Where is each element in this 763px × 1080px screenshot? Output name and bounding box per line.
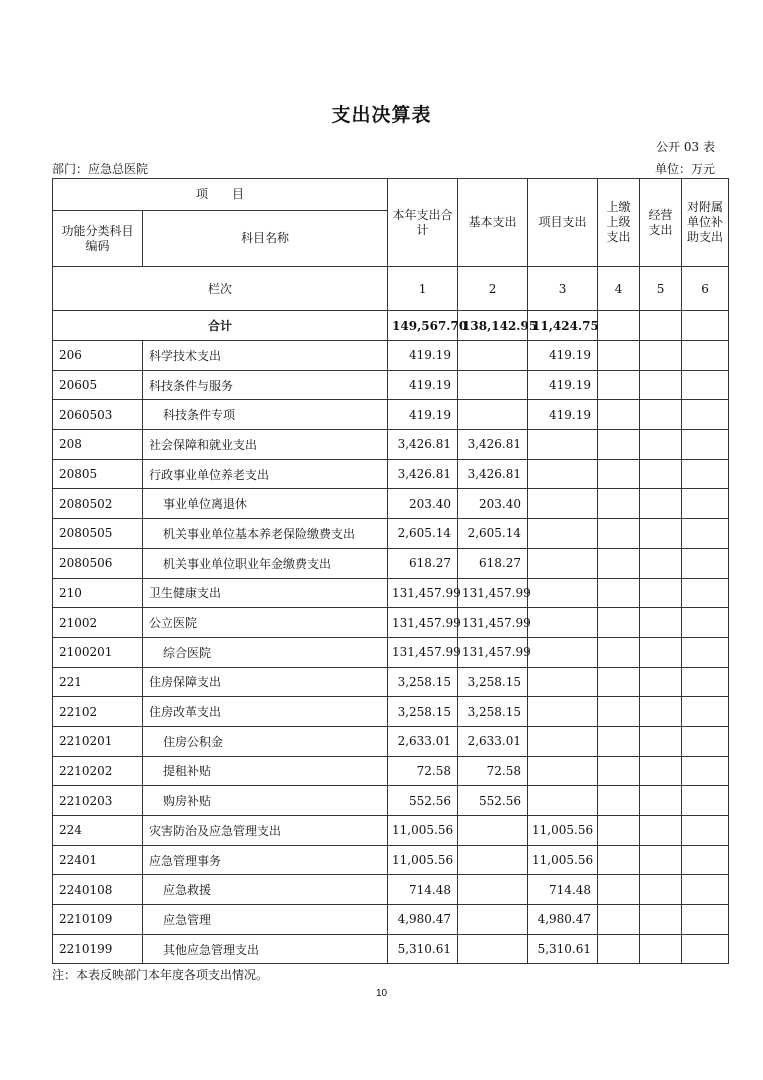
table-row: [53, 400, 729, 430]
row-index-5: 5: [640, 267, 682, 311]
row-project: 11,005.56: [528, 816, 598, 846]
row-code: 22102: [53, 697, 143, 727]
row-upper: [598, 875, 640, 905]
header-total: 本年支出合计: [388, 179, 458, 267]
row-subsidy: [682, 667, 729, 697]
row-code: 2080505: [53, 519, 143, 549]
row-code: 206: [53, 341, 143, 371]
row-project: 4,980.47: [528, 905, 598, 935]
row-business: [640, 905, 682, 935]
row-name: 提租补贴: [143, 756, 388, 786]
row-name: 科学技术支出: [143, 341, 388, 371]
row-upper: [598, 519, 640, 549]
row-business: [640, 875, 682, 905]
total-upper: [598, 311, 640, 341]
row-code: 2080502: [53, 489, 143, 519]
row-business: [640, 519, 682, 549]
row-name: 机关事业单位职业年金缴费支出: [143, 548, 388, 578]
row-total: 131,457.99: [388, 637, 458, 667]
row-total: 2,633.01: [388, 726, 458, 756]
row-name: 住房保障支出: [143, 667, 388, 697]
row-upper: [598, 845, 640, 875]
table-row: [53, 756, 729, 786]
department-label: 部门：应急总医院: [52, 162, 149, 176]
row-project: 419.19: [528, 400, 598, 430]
header-basic: 基本支出: [458, 179, 528, 267]
row-upper: [598, 905, 640, 935]
row-total: 419.19: [388, 370, 458, 400]
table-row: [53, 786, 729, 816]
total-sum: 149,567.70: [388, 311, 458, 341]
row-subsidy: [682, 934, 729, 964]
row-total: 419.19: [388, 400, 458, 430]
row-project: [528, 519, 598, 549]
row-total: 11,005.56: [388, 845, 458, 875]
row-business: [640, 726, 682, 756]
page-title: 支出决算表: [331, 104, 432, 126]
row-total: 3,426.81: [388, 430, 458, 460]
table-row: [53, 548, 729, 578]
row-subsidy: [682, 875, 729, 905]
row-subsidy: [682, 548, 729, 578]
row-upper: [598, 637, 640, 667]
row-project: [528, 667, 598, 697]
row-upper: [598, 459, 640, 489]
row-project: [528, 578, 598, 608]
row-code: 2210201: [53, 726, 143, 756]
row-code: 2210203: [53, 786, 143, 816]
row-upper: [598, 608, 640, 638]
row-name: 事业单位离退休: [143, 489, 388, 519]
row-project: [528, 430, 598, 460]
total-project: 11,424.75: [528, 311, 598, 341]
table-code: 公开 03 表: [656, 140, 715, 154]
table-row: [53, 489, 729, 519]
row-business: [640, 489, 682, 519]
row-subsidy: [682, 905, 729, 935]
table-row: [53, 905, 729, 935]
row-name: 购房补贴: [143, 786, 388, 816]
row-name: 机关事业单位基本养老保险缴费支出: [143, 519, 388, 549]
row-total: 2,605.14: [388, 519, 458, 549]
row-business: [640, 459, 682, 489]
row-project: 714.48: [528, 875, 598, 905]
header-subject-name: 科目名称: [143, 211, 388, 267]
row-business: [640, 548, 682, 578]
row-subsidy: [682, 519, 729, 549]
header-upper: 上缴上级支出: [598, 179, 640, 267]
table-row: [53, 459, 729, 489]
row-code: 221: [53, 667, 143, 697]
row-basic: 131,457.99: [458, 637, 528, 667]
row-index-label: 栏次: [53, 267, 388, 311]
footnote: 注：本表反映部门本年度各项支出情况。: [52, 968, 269, 982]
row-business: [640, 667, 682, 697]
total-subsidy: [682, 311, 729, 341]
row-upper: [598, 934, 640, 964]
row-code: 20805: [53, 459, 143, 489]
row-total: 3,426.81: [388, 459, 458, 489]
header-func-code: 功能分类科目编码: [53, 211, 143, 267]
row-code: 20605: [53, 370, 143, 400]
row-business: [640, 816, 682, 846]
row-subsidy: [682, 400, 729, 430]
row-code: 2240108: [53, 875, 143, 905]
row-index-2: 2: [458, 267, 528, 311]
table-row: [53, 578, 729, 608]
header-subsidy: 对附属单位补助支出: [682, 179, 729, 267]
row-project: 11,005.56: [528, 845, 598, 875]
row-project: [528, 548, 598, 578]
unit-label: 单位：万元: [654, 162, 715, 176]
row-upper: [598, 548, 640, 578]
row-project: [528, 726, 598, 756]
row-upper: [598, 341, 640, 371]
row-code: 2080506: [53, 548, 143, 578]
row-business: [640, 845, 682, 875]
row-name: 科技条件专项: [143, 400, 388, 430]
row-name: 科技条件与服务: [143, 370, 388, 400]
table-row: [53, 637, 729, 667]
total-business: [640, 311, 682, 341]
row-basic: [458, 845, 528, 875]
row-total: 131,457.99: [388, 578, 458, 608]
row-project: [528, 697, 598, 727]
row-basic: 131,457.99: [458, 608, 528, 638]
row-basic: 3,426.81: [458, 459, 528, 489]
row-index-4: 4: [598, 267, 640, 311]
row-upper: [598, 756, 640, 786]
row-project: 5,310.61: [528, 934, 598, 964]
row-name: 灾害防治及应急管理支出: [143, 816, 388, 846]
row-business: [640, 934, 682, 964]
row-name: 公立医院: [143, 608, 388, 638]
row-total: 3,258.15: [388, 667, 458, 697]
row-subsidy: [682, 459, 729, 489]
row-code: 2100201: [53, 637, 143, 667]
row-project: [528, 459, 598, 489]
table-row: [53, 519, 729, 549]
row-business: [640, 637, 682, 667]
row-total: 203.40: [388, 489, 458, 519]
row-subsidy: [682, 845, 729, 875]
table-row: [53, 816, 729, 846]
row-basic: 2,633.01: [458, 726, 528, 756]
row-project: [528, 608, 598, 638]
row-total: 5,310.61: [388, 934, 458, 964]
total-label: 合计: [53, 311, 388, 341]
row-upper: [598, 816, 640, 846]
row-business: [640, 697, 682, 727]
row-project: 419.19: [528, 341, 598, 371]
row-business: [640, 578, 682, 608]
row-total: 618.27: [388, 548, 458, 578]
table-row: [53, 875, 729, 905]
row-index-3: 3: [528, 267, 598, 311]
row-basic: 203.40: [458, 489, 528, 519]
row-subsidy: [682, 608, 729, 638]
table-row: [53, 697, 729, 727]
row-basic: [458, 816, 528, 846]
table-row: [53, 341, 729, 371]
row-project: [528, 786, 598, 816]
row-subsidy: [682, 816, 729, 846]
row-project: 419.19: [528, 370, 598, 400]
row-total: 131,457.99: [388, 608, 458, 638]
row-upper: [598, 667, 640, 697]
row-name: 住房改革支出: [143, 697, 388, 727]
row-subsidy: [682, 370, 729, 400]
row-basic: 3,258.15: [458, 667, 528, 697]
row-total: 3,258.15: [388, 697, 458, 727]
row-upper: [598, 370, 640, 400]
row-basic: 618.27: [458, 548, 528, 578]
row-basic: [458, 905, 528, 935]
row-total: 714.48: [388, 875, 458, 905]
row-name: 其他应急管理支出: [143, 934, 388, 964]
row-subsidy: [682, 578, 729, 608]
row-upper: [598, 489, 640, 519]
row-business: [640, 341, 682, 371]
row-name: 社会保障和就业支出: [143, 430, 388, 460]
row-basic: [458, 934, 528, 964]
row-code: 21002: [53, 608, 143, 638]
row-name: 应急管理事务: [143, 845, 388, 875]
row-basic: [458, 341, 528, 371]
header-item: 项 目: [53, 179, 388, 211]
row-name: 应急管理: [143, 905, 388, 935]
row-upper: [598, 786, 640, 816]
row-basic: 72.58: [458, 756, 528, 786]
row-code: 210: [53, 578, 143, 608]
row-code: 208: [53, 430, 143, 460]
row-basic: [458, 875, 528, 905]
row-total: 72.58: [388, 756, 458, 786]
row-name: 应急救援: [143, 875, 388, 905]
row-subsidy: [682, 430, 729, 460]
row-subsidy: [682, 697, 729, 727]
header-project: 项目支出: [528, 179, 598, 267]
row-subsidy: [682, 726, 729, 756]
row-name: 卫生健康支出: [143, 578, 388, 608]
row-basic: 3,258.15: [458, 697, 528, 727]
row-basic: 2,605.14: [458, 519, 528, 549]
row-business: [640, 430, 682, 460]
row-basic: 552.56: [458, 786, 528, 816]
header-business: 经营支出: [640, 179, 682, 267]
row-subsidy: [682, 341, 729, 371]
table-row: [53, 430, 729, 460]
expenditure-table: [52, 178, 729, 964]
table-row: [53, 845, 729, 875]
row-code: 2060503: [53, 400, 143, 430]
row-basic: 3,426.81: [458, 430, 528, 460]
row-code: 2210202: [53, 756, 143, 786]
row-upper: [598, 726, 640, 756]
row-business: [640, 400, 682, 430]
row-project: [528, 637, 598, 667]
table-row: [53, 608, 729, 638]
row-code: 224: [53, 816, 143, 846]
row-code: 2210109: [53, 905, 143, 935]
row-code: 2210199: [53, 934, 143, 964]
table-row: [53, 934, 729, 964]
total-basic: 138,142.95: [458, 311, 528, 341]
row-code: 22401: [53, 845, 143, 875]
page-number: 10: [375, 988, 388, 999]
row-upper: [598, 430, 640, 460]
table-row: [53, 370, 729, 400]
table-row: [53, 726, 729, 756]
row-subsidy: [682, 756, 729, 786]
row-upper: [598, 578, 640, 608]
row-total: 4,980.47: [388, 905, 458, 935]
row-business: [640, 756, 682, 786]
row-name: 住房公积金: [143, 726, 388, 756]
row-basic: [458, 370, 528, 400]
row-upper: [598, 697, 640, 727]
row-subsidy: [682, 786, 729, 816]
row-basic: 131,457.99: [458, 578, 528, 608]
row-project: [528, 489, 598, 519]
row-project: [528, 756, 598, 786]
row-total: 11,005.56: [388, 816, 458, 846]
row-index-1: 1: [388, 267, 458, 311]
row-name: 综合医院: [143, 637, 388, 667]
row-business: [640, 370, 682, 400]
row-total: 419.19: [388, 341, 458, 371]
row-name: 行政事业单位养老支出: [143, 459, 388, 489]
row-upper: [598, 400, 640, 430]
row-subsidy: [682, 489, 729, 519]
table-row: [53, 667, 729, 697]
row-basic: [458, 400, 528, 430]
row-business: [640, 608, 682, 638]
row-subsidy: [682, 637, 729, 667]
row-total: 552.56: [388, 786, 458, 816]
row-index-6: 6: [682, 267, 729, 311]
row-business: [640, 786, 682, 816]
